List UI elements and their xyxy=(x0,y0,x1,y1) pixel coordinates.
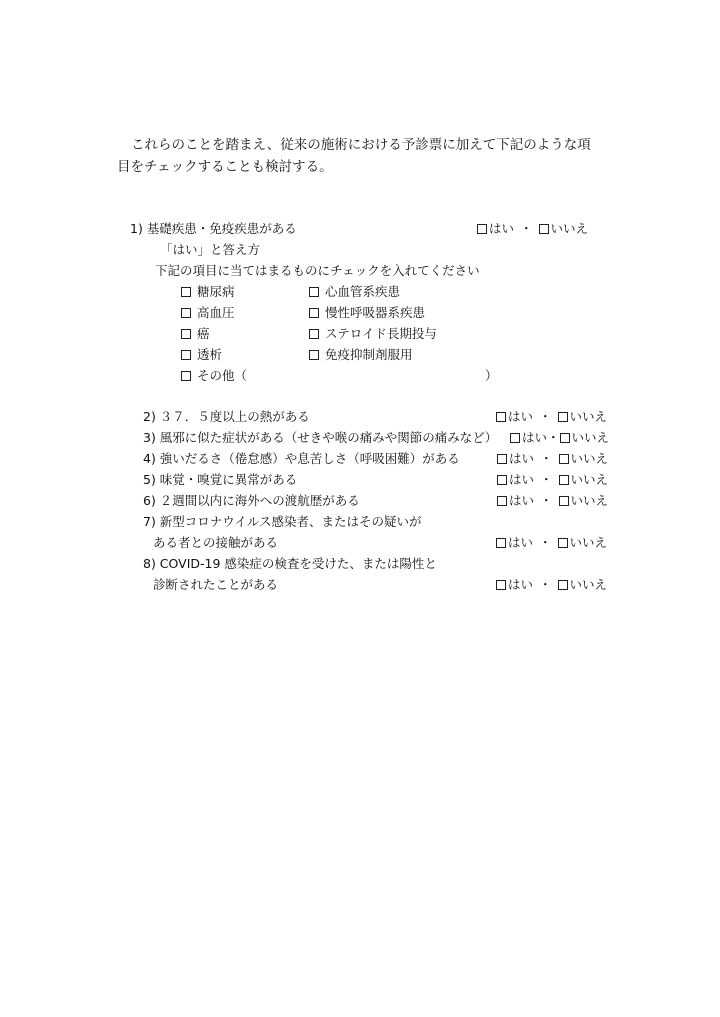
question-6-answer: はい ・ いいえ xyxy=(497,491,608,509)
yes-checkbox[interactable] xyxy=(496,538,506,548)
question-6-text: 6) ２週間以内に海外への渡航歴がある xyxy=(143,493,360,508)
no-checkbox[interactable] xyxy=(558,538,568,548)
yes-checkbox[interactable] xyxy=(477,224,487,234)
no-checkbox[interactable] xyxy=(539,224,549,234)
question-7-line-2: ある者との接触がある xyxy=(153,535,279,550)
yes-checkbox[interactable] xyxy=(496,412,506,422)
condition-item: 糖尿病 xyxy=(181,282,235,300)
condition-checkbox[interactable] xyxy=(181,308,191,318)
other-checkbox[interactable] xyxy=(181,371,191,381)
other-close-paren: ） xyxy=(485,368,498,383)
intro-paragraph xyxy=(117,134,591,178)
condition-checkbox[interactable] xyxy=(309,308,319,318)
question-8-line-2: 診断されたことがある xyxy=(153,577,279,592)
question-3-answer: はい・ いいえ xyxy=(510,428,609,446)
question-5-text: 5) 味覚・嗅覚に異常がある xyxy=(143,472,298,487)
question-8-answer: はい ・ いいえ xyxy=(496,575,607,593)
condition-item: ステロイド長期投与 xyxy=(309,324,437,342)
question-1-answer: はい ・ いいえ xyxy=(477,219,588,237)
condition-checkbox[interactable] xyxy=(309,329,319,339)
yes-checkbox[interactable] xyxy=(510,433,520,443)
question-2-text: 2) ３７．５度以上の熱がある xyxy=(143,409,310,424)
intro-line-1: これらのことを踏まえ、従来の施術における予診票に加えて下記のような項 xyxy=(131,137,591,153)
question-2-answer: はい ・ いいえ xyxy=(496,407,607,425)
yes-checkbox[interactable] xyxy=(497,475,507,485)
no-checkbox[interactable] xyxy=(560,433,570,443)
condition-item: 高血圧 xyxy=(181,303,235,321)
condition-item: 慢性呼吸器系疾患 xyxy=(309,303,425,321)
question-7-answer: はい ・ いいえ xyxy=(496,533,607,551)
no-checkbox[interactable] xyxy=(559,475,569,485)
question-7-line-1: 7) 新型コロナウイルス感染者、またはその疑いが xyxy=(143,514,422,529)
condition-checkbox[interactable] xyxy=(309,287,319,297)
no-checkbox[interactable] xyxy=(559,454,569,464)
yes-checkbox[interactable] xyxy=(496,580,506,590)
question-4-text: 4) 強いだるさ（倦怠感）や息苦しさ（呼吸困難）がある xyxy=(143,451,460,466)
condition-other: その他（ xyxy=(181,366,247,384)
condition-item: 癌 xyxy=(181,324,210,342)
condition-checkbox[interactable] xyxy=(309,350,319,360)
no-checkbox[interactable] xyxy=(558,412,568,422)
condition-item: 免疫抑制剤服用 xyxy=(309,345,413,363)
question-5-answer: はい ・ いいえ xyxy=(497,470,608,488)
condition-item: 透析 xyxy=(181,345,222,363)
q1-instruction: 下記の項目に当てはまるものにチェックを入れてください xyxy=(155,263,480,278)
condition-item: 心血管系疾患 xyxy=(309,282,400,300)
condition-checkbox[interactable] xyxy=(181,329,191,339)
question-4-answer: はい ・ いいえ xyxy=(497,449,608,467)
condition-checkbox[interactable] xyxy=(181,287,191,297)
question-3-text: 3) 風邪に似た症状がある（せきや喉の痛みや関節の痛みなど） xyxy=(143,430,498,445)
question-8-line-1: 8) COVID-19 感染症の検査を受けた、または陽性と xyxy=(143,556,437,571)
question-1-text: 1) 基礎疾患・免疫疾患がある xyxy=(130,221,297,236)
no-checkbox[interactable] xyxy=(559,496,569,506)
yes-checkbox[interactable] xyxy=(497,496,507,506)
yes-checkbox[interactable] xyxy=(497,454,507,464)
q1-sub-heading: 「はい」と答え方 xyxy=(160,242,261,257)
intro-line-2: 目をチェックすることも検討する。 xyxy=(117,159,333,175)
condition-checkbox[interactable] xyxy=(181,350,191,360)
no-checkbox[interactable] xyxy=(558,580,568,590)
